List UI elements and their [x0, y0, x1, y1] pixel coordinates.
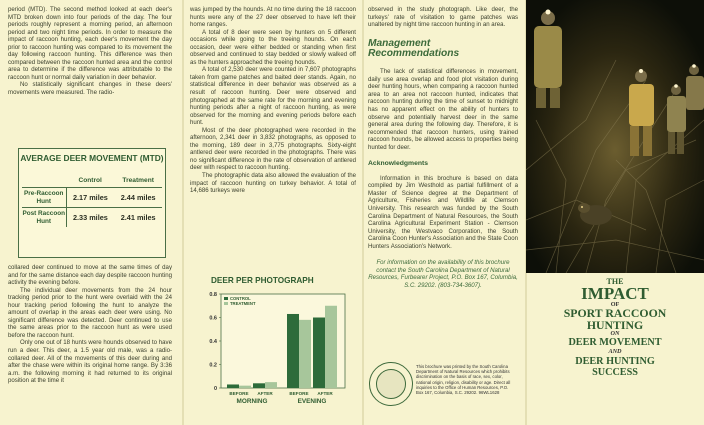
fold-line — [362, 0, 364, 425]
cell-value: 2.17 miles — [66, 188, 114, 208]
cover-on: ON — [610, 330, 620, 337]
cover-sport-raccoon: SPORT RACCOON — [563, 306, 667, 320]
bar-control — [253, 383, 265, 388]
paragraph: Only one out of 18 hunts were hounds observed to have run a deer. This deer, a 1.5 year old male, was a radio-collared deer. All of the movements of this deer during and after the chase were within its original home range. By 3:36 a.m. the following morning it had returned to its original position at the time it — [8, 339, 172, 385]
y-tick-label: 0.8 — [209, 292, 217, 298]
paragraph: The lack of statistical differences in movement, daily use area overlap and food plot visitation during deer hunting hours, when comparing a raccoon hunted area to an area not raccoon hunted, indicates that raccoon hunting during the time of sunset to midnight has no apparent effect on the ability of hunters to observe and potentially harvest deer in the same general area during the following day. Therefore, it is recommended that raccoon hunters, using trained raccoon hounds, be allowed access to properties being hunted for deer. — [368, 68, 518, 151]
bar-treatment — [239, 386, 251, 388]
column-1-continued — [8, 264, 172, 385]
cell-value: 2.33 miles — [66, 208, 114, 228]
acknowledgments-heading: Acknowledgments — [368, 160, 429, 168]
y-tick-label: 0 — [213, 386, 217, 392]
y-tick-label: 0.4 — [209, 339, 217, 345]
cover-success: SUCCESS — [592, 367, 638, 378]
table-title: AVERAGE DEER MOVEMENT (MTD) — [20, 153, 164, 163]
bar-treatment — [265, 382, 277, 388]
paragraph: The photographic data also allowed the evaluation of the impact of raccoon hunting on turkey behavior. A total of 14,686 turkeys were — [190, 172, 356, 195]
cover-hunting: HUNTING — [586, 317, 644, 332]
x-tick-label: BEFORE — [229, 391, 249, 396]
column-3 — [368, 6, 518, 289]
column-header-control: Control — [78, 177, 102, 184]
paragraph: was jumped by the hounds. At no time during the 18 raccoon hunts were any of the 27 deer observed to have left their home ranges. — [190, 6, 356, 29]
paragraph: observed in the study photograph. Like deer, the turkeys' rate of visitation to game patches was unaltered by night time raccoon hunting in an area. — [368, 6, 518, 29]
eeo-statement: This brochure was printed by the South Carolina Department of Natural Resources which prohibits discrimination on the basis of race, sex, color, national origin, religion, disability or age. Direct all inquiries to the Office of Human Resources, P.O. Box 167, Columbia, S.C. 29202. 96WL1628 — [416, 364, 511, 396]
column-2 — [190, 6, 356, 195]
bar-treatment — [299, 320, 311, 388]
y-tick-label: 0.2 — [209, 362, 217, 369]
x-tick-label: AFTER — [257, 391, 273, 396]
paragraph: collared deer continued to move at the same times of day and for the same distance each day despite raccoon hunting activity the evening before. — [8, 264, 172, 287]
cover-deer-movement: DEER MOVEMENT — [568, 337, 662, 348]
movement-table — [22, 175, 162, 227]
x-tick-label: AFTER — [317, 391, 333, 396]
cover-impact: IMPACT — [581, 284, 649, 303]
row-label: Post Raccoon Hunt — [22, 208, 66, 228]
legend-label-control: CONTROL — [230, 296, 251, 301]
fold-line — [182, 0, 184, 425]
dnr-seal-icon — [369, 362, 413, 406]
paragraph: A total of 2,530 deer were counted in 7,607 photographs taken from game patches and baited deer stands. Again, no statistical difference in deer behavior was observed as a result of raccoon hunting. Deer were observed and photographed at the same rate for the morning and evening hunting periods after a night of raccoon hunting, as were observed for the morning and evening periods before each hunt. — [190, 66, 356, 127]
paragraph: No statistically significant changes in these deers' movements were measured. The radio- — [8, 81, 172, 97]
legend-swatch-treatment — [224, 302, 228, 305]
paragraph: period (MTD). The second method looked at each deer's MTD broken down into four periods of the day. The four periods roughly represent a morning period, an afternoon period and two night time periods. In order to measure the impact of raccoon hunting, each deer's movement the day prior to raccoon hunting was compared to its movement the day following raccoon hunting. This difference was then compared between the raccoon hunted area and the control area to determine if the difference was attributable to the raccoon hunt or normal daily variation in deer behavior. — [8, 6, 172, 81]
movement-table-box — [18, 148, 166, 258]
legend-label-treatment: TREATMENT — [230, 301, 256, 306]
deer-per-photograph-chart — [195, 276, 351, 414]
availability-note: For information on the availability of this brochure contact the South Carolina Department of Natural Resources, Furbearer Project, P.O. Box 167, Columbia, S.C. 29202. (803-734-3607). — [368, 259, 518, 289]
x-tick-label: BEFORE — [289, 391, 309, 396]
legend-swatch-control — [224, 297, 228, 300]
y-tick-label: 0.6 — [209, 315, 217, 322]
bar-control — [313, 318, 325, 389]
hunters-photo-image — [526, 0, 704, 273]
paragraph: The individual deer movements from the 24 hour tracking period prior to the hunt were overlaid with the 24 hour tracking period following the hunt to analyze the amount of overlap in the areas each deer were using. No significant difference was detected. Deer continued to use the same areas prior to the raccoon hunt as were used before the raccoon hunt. — [8, 286, 172, 339]
cell-value: 2.41 miles — [114, 208, 162, 228]
bar-control — [227, 384, 239, 388]
row-label: Pre-Raccoon Hunt — [22, 188, 66, 208]
cover-title-block — [526, 273, 704, 425]
cover-deer-hunting: DEER HUNTING — [575, 356, 655, 367]
cell-value: 2.44 miles — [114, 188, 162, 208]
cover-the: THE — [606, 277, 624, 286]
paragraph: Most of the deer photographed were recorded in the afternoon, 2,341 deer in 3,832 photographs, as opposed to the morning, 189 deer in 3,775 photographs. Sixty-eight antlered deer were recorded in the photographs. There was no significant difference in the rate of observation of antlered deer with respect to raccoon hunting. — [190, 126, 356, 172]
table-row — [22, 208, 162, 228]
column-1 — [8, 6, 172, 97]
management-heading: Management Recommendations — [368, 37, 460, 60]
chart-svg — [195, 288, 351, 414]
column-header-treatment: Treatment — [122, 177, 154, 184]
cover-of: OF — [610, 301, 620, 308]
bar-control — [287, 314, 299, 388]
chart-title: DEER PER PHOTOGRAPH — [211, 276, 314, 285]
paragraph: Information in this brochure is based on data compiled by Jim Westhold as partial fulfillment of a Master of Science degree at the Department of Agriculture, Fisheries and Wildlife at Clemson University. This research was funded by the South Carolina Department of Natural Resources, the South Carolina Agricultural Experiment Station - Clemson University, the Westvaco Corporation, the South Carolina Coon Hunter's Association and the State Coon Hunters Association's Network. — [368, 174, 518, 250]
group-label-morning: MORNING — [236, 398, 268, 405]
table-row — [22, 188, 162, 208]
paragraph: A total of 8 deer were seen by hunters on 5 different occasions while going to the treeing hounds. On each occasion, deer were either bedded or standing when first observed and continued to stay bedded or slowly walked off as the hunters approached the treeing hounds. — [190, 28, 356, 66]
bar-treatment — [325, 306, 337, 388]
cover-photo — [526, 0, 704, 273]
group-label-evening: EVENING — [297, 398, 327, 405]
cover-and: AND — [608, 348, 622, 355]
